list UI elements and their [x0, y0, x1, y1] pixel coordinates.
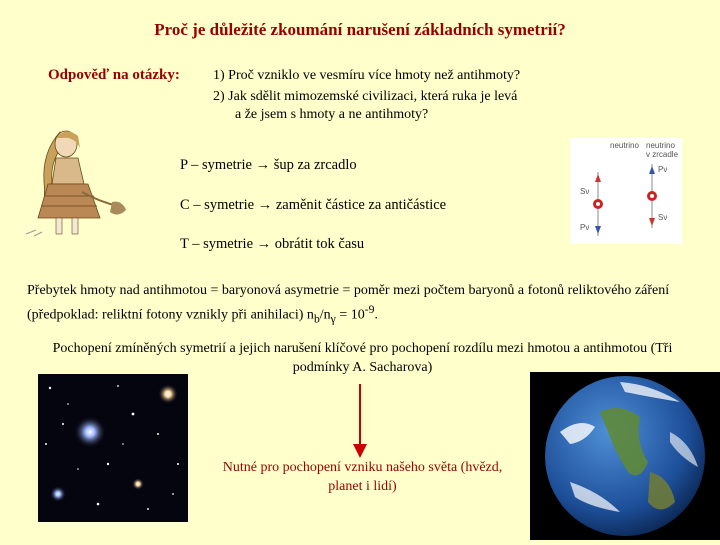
- down-arrow-icon: [350, 384, 370, 458]
- spin-right-label: Sν: [658, 213, 668, 222]
- earth-image: [530, 372, 720, 540]
- sakharov-text: Pochopení zmíněných symetrií a jejich narušení klíčové pro pochopení rozdílu mezi hmotou a antihmotou (Tři podmínky A. Sacharova): [52, 341, 673, 375]
- question-2-continued: a že jsem s hmoty a ne antihmoty?: [235, 107, 429, 122]
- conclusion-text: Nutné pro pochopení vzniku našeho světa (hvězd, planet i lidí): [222, 460, 503, 494]
- t-symmetry: T – symetrie → obrátit tok času: [180, 236, 365, 252]
- answer-label: Odpověď na otázky:: [48, 67, 180, 83]
- momentum-right-label: Pν: [658, 165, 668, 174]
- starfield-image: [38, 374, 188, 522]
- alice-illustration: [22, 122, 132, 240]
- question-1: 1) Proč vzniklo ve vesmíru více hmoty než antihmoty?: [213, 68, 521, 83]
- excess-text: Přebytek hmoty nad antihmotou = baryonová asymetrie = poměr mezi počtem baryonů a fotonů reliktového záření (předpoklad: reliktní fotony vznikly při anihilaci) n: [27, 283, 670, 323]
- subscript-b: b: [313, 312, 320, 326]
- neutrino-mirror-label-1: neutrino: [646, 141, 675, 150]
- baryon-asymmetry-text: [27, 281, 697, 328]
- subscript-gamma: γ: [330, 312, 336, 326]
- c-symmetry: C – symetrie → zaměnit částice za antičástice: [180, 197, 447, 213]
- slash-n: /n: [319, 307, 331, 323]
- neutrino-label: neutrino: [610, 141, 639, 150]
- spin-left-label: Sν: [580, 187, 590, 196]
- neutrino-mirror-diagram: [570, 138, 682, 244]
- question-2: 2) Jak sdělit mimozemské civilizaci, která ruka je levá: [213, 89, 518, 104]
- exponent: -9: [364, 303, 375, 316]
- momentum-left-label: Pν: [580, 223, 590, 232]
- neutrino-mirror-label-2: v zrcadle: [646, 150, 679, 159]
- equals-ten: = 10: [335, 307, 365, 323]
- period: .: [374, 307, 378, 323]
- p-symmetry: P – symetrie → šup za zrcadlo: [180, 157, 357, 173]
- slide-title: Proč je důležité zkoumání narušení základních symetrií?: [154, 20, 566, 39]
